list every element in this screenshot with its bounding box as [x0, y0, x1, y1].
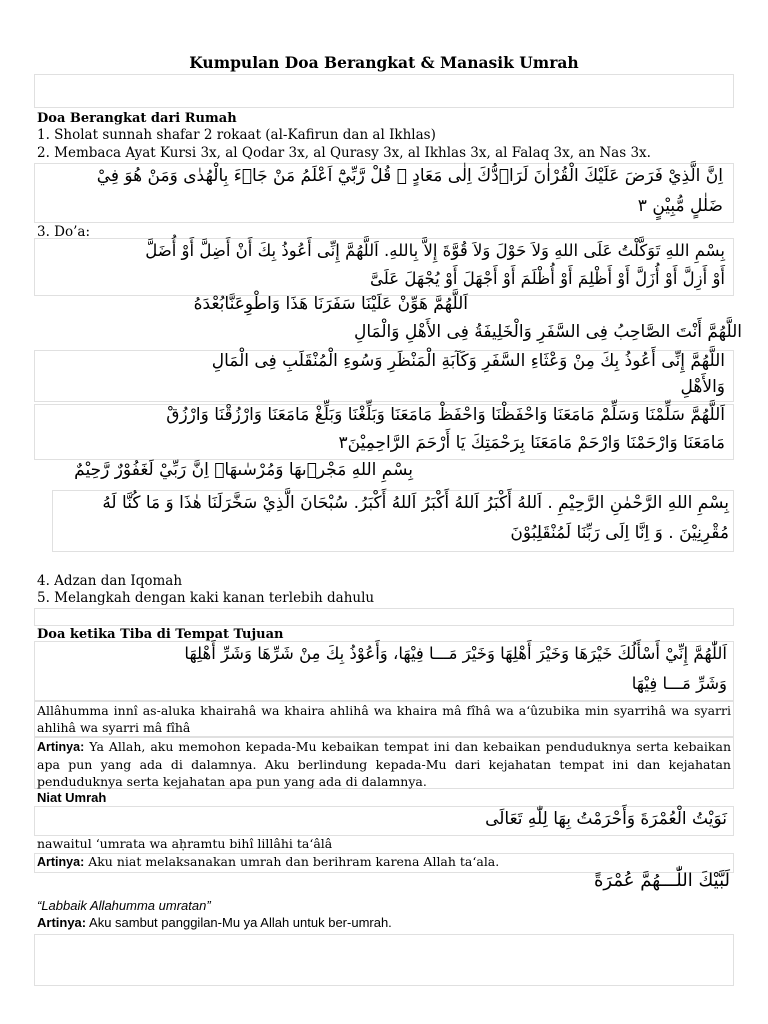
- step-4: 4. Adzan dan Iqomah: [37, 573, 183, 589]
- step-1: 1. Sholat sunnah shafar 2 rokaat (al-Kafirun dan al Ikhlas): [37, 127, 436, 143]
- tiba-arabic-box: [34, 641, 734, 701]
- doa-line-1: بِسْمِ اللهِ تَوَكَّلْتُ عَلَى اللهِ وَلاَ حَوْلَ وَلاَ قُوَّةَ إِلاَّ بِاللهِ. اَللَّهُمَّ إِنِّى أَعُوذُ بِكَ أَنْ أَضِلَّ أَوْ أُضَلَّ: [145, 241, 725, 260]
- doa-line-10: بِسْمِ اللهِ الرَّحْمٰنِ الرَّحِيْمِ . اَللهُ أَكْبَرُ اَللهُ أَكْبَرُ اَللهُ أَكْبَرُ. سُبْحَانَ الَّذِيْ سَخَّرَلَنَا هٰذَا وَ مَا كُنَّا لَهُ: [102, 493, 729, 513]
- empty-text-box: [34, 74, 734, 108]
- section-heading-berangkat: Doa Berangkat dari Rumah: [37, 111, 237, 126]
- labbaik-artinya-label: Artinya:: [37, 915, 87, 930]
- tiba-artinya: [34, 737, 734, 789]
- doa-line-3: اَللَّهُمَّ هَوِّنْ عَلَيْنَا سَفَرَنَا هَذَا وَاطْوِعَنَّابُعْدَهُ: [193, 294, 468, 314]
- tiba-arabic-line-2: وَشَرِّ مَـــا فِيْهَا: [631, 674, 727, 693]
- doa-box-2: [34, 350, 734, 402]
- labbaik-artinya: [37, 915, 392, 930]
- niat-artinya-text: Aku niat melaksanakan umrah dan berihram karena Allah ta‘ala.: [84, 854, 500, 869]
- ayat-line-1: اِنَّ الَّذِيْ فَرَضَ عَلَيْكَ الْقُرْاٰنَ لَرَاۤدُّكَ اِلٰى مَعَادٍ ۗ قُلْ رَّبِّيْٓ اَعْلَمُ مَنْ جَاۤءَ بِالْهُدٰى وَمَنْ هُوَ فِيْ: [96, 166, 723, 186]
- section-heading-tiba: Doa ketika Tiba di Tempat Tujuan: [37, 627, 284, 642]
- labbaik-artinya-text: Aku sambut panggilan-Mu ya Allah untuk ber-umrah.: [86, 915, 392, 930]
- page-title: Kumpulan Doa Berangkat & Manasik Umrah: [189, 53, 579, 72]
- niat-latin: nawaitul ‘umrata wa aḥramtu bihî lillâhi ta‘âlâ: [37, 836, 333, 851]
- doa-box: [34, 238, 734, 296]
- section-heading-niat: Niat Umrah: [37, 790, 107, 805]
- tiba-artinya-label: Artinya:: [37, 740, 85, 754]
- doa-line-4: اللَّهُمَّ أَنْتَ الصَّاحِبُ فِى السَّفَرِ وَالْخَلِيفَةُ فِى الأَهْلِ وَالْمَالِ: [353, 322, 742, 342]
- niat-artinya-label: Artinya:: [37, 855, 85, 869]
- doa-box-3: [34, 404, 734, 460]
- step-2: 2. Membaca Ayat Kursi 3x, al Qodar 3x, al Qurasy 3x, al Ikhlas 3x, al Falaq 3x, an Nas 3x.: [37, 145, 651, 161]
- empty-text-box-3: [34, 934, 734, 986]
- tiba-latin: [34, 701, 734, 737]
- tiba-artinya-text: Ya Allah, aku memohon kepada-Mu kebaikan tempat ini dan kebaikan penduduknya serta kebaikan apa pun yang ada di dalamnya. Aku berlindung kepada-Mu dari kejahatan tempat ini dan kejahatan penduduknya serta kejahatan apa pun yang ada di dalamnya.: [37, 739, 731, 789]
- niat-arabic-box: [34, 806, 734, 836]
- labbaik-arabic: لَبَّيْكَ اللّٰـــهُمَّ عُمْرَةً: [593, 870, 730, 891]
- doa-line-9: بِسْمِ اللهِ مَجْرٖىهَا وَمُرْسٰىهَاۗ اِنَّ رَبِّيْ لَغَفُوْرٌ رَّحِيْمٌ: [74, 460, 413, 480]
- step-3: 3. Do’a:: [37, 224, 91, 240]
- empty-text-box-2: [34, 608, 734, 626]
- doa-line-8: مَامَعَنَا وَارْحَمْنَا وَارْحَمْ مَامَعَنَا بِرَحْمَتِكَ يَا أَرْحَمَ الرَّاحِمِيْنَ٣: [338, 433, 725, 453]
- niat-arabic: نَوَيْتُ الْعُمْرَةَ وَأَحْرَمْتُ بِهَا لِلّٰهِ تَعَالَى: [485, 809, 727, 829]
- ayat-line-2: ضَلٰلٍ مُّبِيْنٍ ٣: [637, 196, 723, 216]
- step-5: 5. Melangkah dengan kaki kanan terlebih dahulu: [37, 590, 375, 606]
- doa-line-6: وَالأَهْلِ: [680, 377, 725, 397]
- doa-line-11: مُقْرِنِيْنَ . وَ اِنَّا اِلَى رَبِّنَا لَمُنْقَلِبُوْنَ: [510, 523, 729, 543]
- tiba-latin-text: Allâhumma innî as-aluka khairahâ wa khaira ahlihâ wa khaira mâ fîhâ wa a‘ûzubika min syarrihâ wa syarri ahlihâ wa syarri mâ fîhâ: [37, 703, 731, 735]
- doa-box-4: [52, 490, 734, 552]
- doa-line-7: اَللَّهُمَّ سَلِّمْنَا وَسَلِّمْ مَامَعَنَا وَاحْفَظْنَا وَاحْفَظْ مَامَعَنَا وَبَلِّغْنَا وَبَلِّغْ مَامَعَنَا وَارْزُقْنَا وَارْزُقْ: [166, 405, 725, 425]
- labbaik-latin: “Labbaik Allahumma umratan”: [37, 898, 211, 913]
- tiba-arabic-line-1: اَللّٰهُمَّ إِنِّيْ أَسْأَلُكَ خَيْرَهَا وَخَيْرَ أَهْلِهَا وَخَيْرَ مَـــا فِيْهَا، وَأَعُوْذُ بِكَ مِنْ شَرِّهَا وَشَرِّ أَهْلِهَا: [184, 644, 727, 663]
- ayat-box: [34, 163, 734, 223]
- doa-line-5: اللَّهُمَّ إِنِّى أَعُوذُ بِكَ مِنْ وَعْثَاءِ السَّفَرِ وَكَآبَةِ الْمَنْظَرِ وَسُوءِ الْمُنْقَلَبِ فِى الْمَالِ: [211, 351, 725, 371]
- doa-line-2: أَوْ أَزِلَّ أَوْ أُزَلَّ أَوْ أَظْلِمَ أَوْ أُظْلَمَ أَوْ أَجْهَلَ أَوْ يُجْهَلَ عَلَىَّ: [370, 269, 725, 288]
